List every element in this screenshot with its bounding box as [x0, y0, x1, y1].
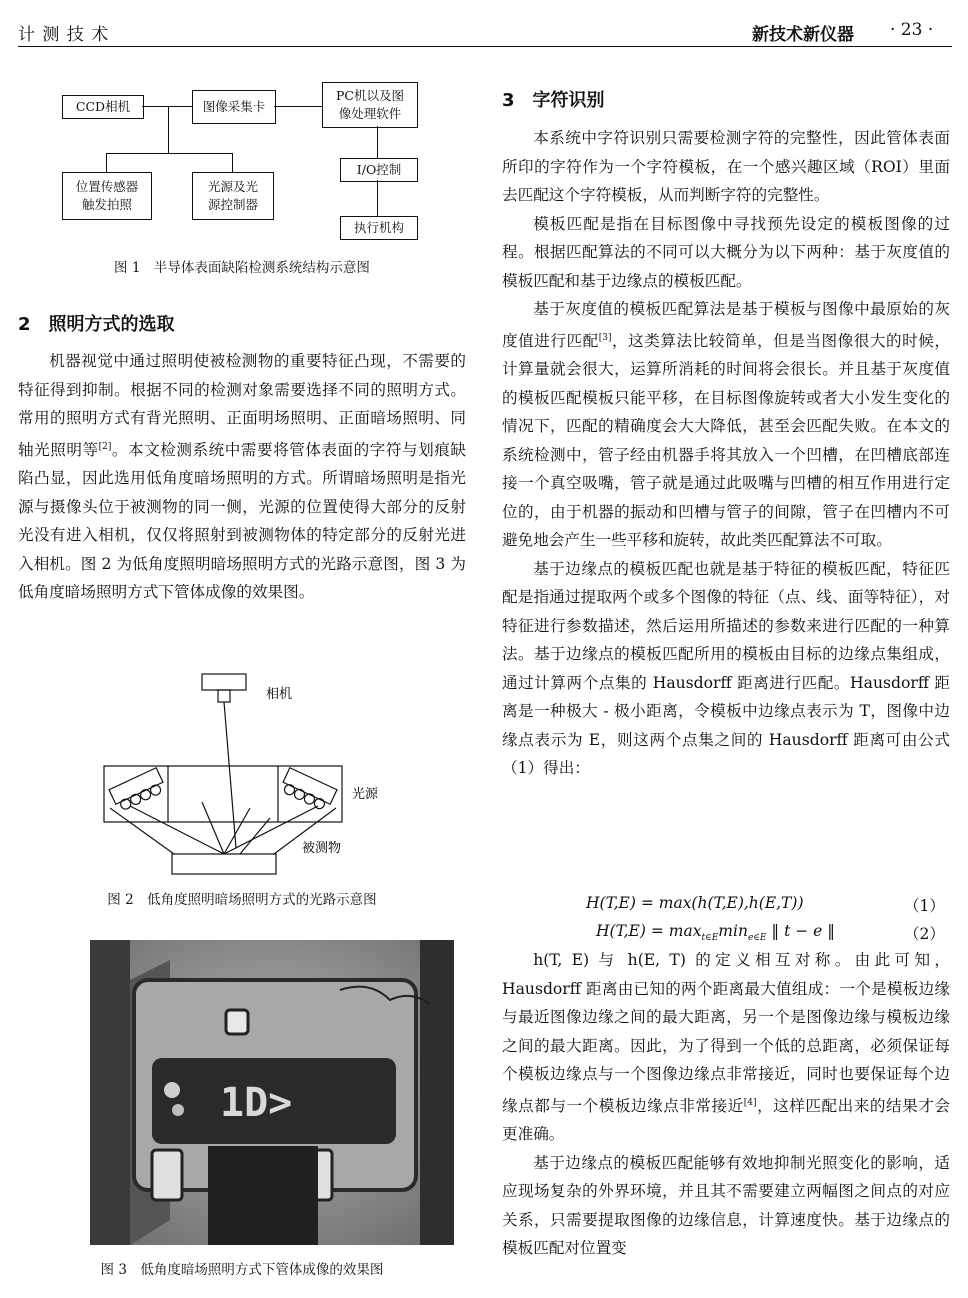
pc-box [322, 82, 418, 128]
connector [142, 106, 192, 107]
page-number: · 23 · [890, 20, 934, 40]
citation: [4] [743, 1097, 757, 1108]
eq-part: min [718, 922, 748, 940]
camera-label: 相机 [266, 687, 293, 702]
para-text: h(T, E) 与 h(E, T) 的定义相互对称。由此可知，Hausdorff 距离由已知的两个距离最大值组成：一个是模板边缘与最近图像边缘之间的最大距离，另一个是图像边缘与模板边缘之间的最大距离。因此，为了得到一个低的总距离，必须保证每个模板边缘点与一个图像边缘点非常接近，同时也要保证每个边缘点都与一个模板边缘点非常接近 [502, 951, 950, 1115]
connector [106, 153, 232, 154]
section-3-body-top [502, 124, 950, 783]
paragraph [502, 946, 950, 1149]
capture-card-box: 图像采集卡 [192, 90, 276, 124]
paragraph: 模板匹配是指在目标图像中寻找预先设定的模板图像的过程。根据匹配算法的不同可以大概分为以下两种：基于灰度值的模板匹配和基于边缘点的模板匹配。 [502, 214, 950, 290]
paragraph [502, 295, 950, 555]
connector [168, 106, 169, 154]
section-2-title: 2 照明方式的选取 [18, 314, 175, 335]
para-text: ，这类算法比较简单，但是当图像很大的时候，计算量就会很大，运算所消耗的时间将会很长。并且基于灰度值的模板匹配模板只能平移，在目标图像旋转或者大小发生变化的情况下，匹配的精确度会大大降低，甚至会匹配失败。在本文的系统检测中，管子经由机器手将其放入一个凹槽，在凹槽底部连接一个真空吸嘴，管子就是通过此吸嘴与凹槽的相互作用进行定位的，由于机器的振动和凹槽与管子的间隙，管子在凹槽内不可避免地会产生一些平移和旋转，故此类匹配算法不可取。 [502, 331, 950, 550]
sensor-line1: 位置传感器 [75, 179, 139, 194]
connector [377, 126, 378, 158]
object-label: 被测物 [302, 841, 342, 856]
eq-part: ‖ t − e ‖ [766, 922, 836, 940]
equation-1: H(T,E) = max(h(T,E),h(E,T)) [586, 894, 804, 912]
sensor-box [62, 172, 152, 220]
journal-name: 计 测 技 术 [18, 25, 110, 45]
light-line2: 源控制器 [207, 197, 258, 212]
section-3-title: 3 字符识别 [502, 90, 605, 111]
figure-3-photo [90, 940, 454, 1245]
section-2-paragraph [18, 347, 466, 607]
connector [232, 153, 233, 172]
citation: [2] [98, 441, 112, 452]
figure-2-caption: 图 2 低角度照明暗场照明方式的光路示意图 [107, 892, 377, 908]
paragraph: 本系统中字符识别只需要检测字符的完整性，因此管体表面所印的字符作为一个字符模板，在一个感兴趣区域（ROI）里面去匹配这个字符模板，从而判断字符的完整性。 [502, 129, 950, 204]
light-label: 光源 [352, 787, 379, 802]
eq-sub: t∈E [701, 933, 719, 944]
equation-2-number: （2） [904, 925, 945, 943]
pc-line1: PC机以及图 [336, 88, 404, 103]
equation-1-number: （1） [904, 897, 945, 915]
figure-3-caption: 图 3 低角度暗场照明方式下管体成像的效果图 [100, 1262, 384, 1278]
figure-1-caption: 图 1 半导体表面缺陷检测系统结构示意图 [114, 260, 370, 276]
figure-1 [0, 0, 484, 290]
paragraph: 基于边缘点的模板匹配能够有效地抑制光照变化的影响，适应现场复杂的外界环境，并且其不需要建立两幅图之间点的对应关系，只需要提取图像的边缘信息，计算速度快。基于边缘点的模板匹配对位置变 [502, 1153, 950, 1258]
connector [106, 153, 107, 172]
io-box: I/O控制 [340, 158, 418, 182]
section-3-body-bottom [502, 946, 950, 1263]
para-text: 。本文检测系统中需要将管体表面的字符与划痕缺陷凸显，因此选用低角度暗场照明的方式。所谓暗场照明是指光源与摄像头位于被测物的同一侧，光源的位置使得大部分的反射光没有进入相机，仅仅将照射到被测物体的特定部分的反射光进入相机。图 2 为低角度照明暗场照明方式的光路示意图，图 3 为低角度暗场照明方式下管体成像的效果图。 [18, 440, 466, 602]
connector [377, 180, 378, 216]
ccd-box: CCD相机 [62, 95, 144, 119]
paragraph: 基于边缘点的模板匹配也就是基于特征的模板匹配，特征匹配是指通过提取两个或多个图像的特征（点、线、面等特征），对特征进行参数描述，然后运用所描述的参数来进行匹配的一种算法。基于边缘点的模板匹配所用的模板由目标的边缘点集组成，通过计算两个点集的 Hausdorff 距离进行匹配。Hausdorff 距离是一种极大 - 极小距离，令模板中边缘点表示为 T，图像中边缘点表示为 E，则这两个点集之间的 Hausdorff 距离可由公式（1）得出： [502, 559, 950, 778]
para-text: 基于灰度值的模板匹配算法是基于模板与图像中最原始的灰度值进行匹配 [502, 300, 950, 350]
citation: [3] [598, 332, 612, 343]
part-marking: 1D> [220, 1080, 293, 1126]
figure-2-diagram [90, 668, 410, 880]
para-text: ，这样匹配出来的结果才会更准确。 [502, 1096, 950, 1144]
sensor-line2: 触发拍照 [81, 197, 132, 212]
eq-part: H(T,E) = max [596, 922, 702, 940]
equation-2 [596, 922, 835, 943]
actuator-box: 执行机构 [340, 216, 418, 240]
para-text: 机器视觉中通过照明使被检测物的重要特征凸现，不需要的特征得到抑制。根据不同的检测对象需要选择不同的照明方式。常用的照明方式有背光照明、正面明场照明、正面暗场照明、同轴光照明等 [18, 352, 466, 459]
pc-line2: 像处理软件 [338, 106, 402, 121]
connector [274, 106, 322, 107]
section-2-body [18, 347, 466, 607]
eq-sub: e∈E [747, 933, 767, 944]
light-controller-box [192, 172, 274, 220]
section-name: 新技术新仪器 [752, 25, 854, 45]
light-line1: 光源及光 [207, 179, 258, 194]
